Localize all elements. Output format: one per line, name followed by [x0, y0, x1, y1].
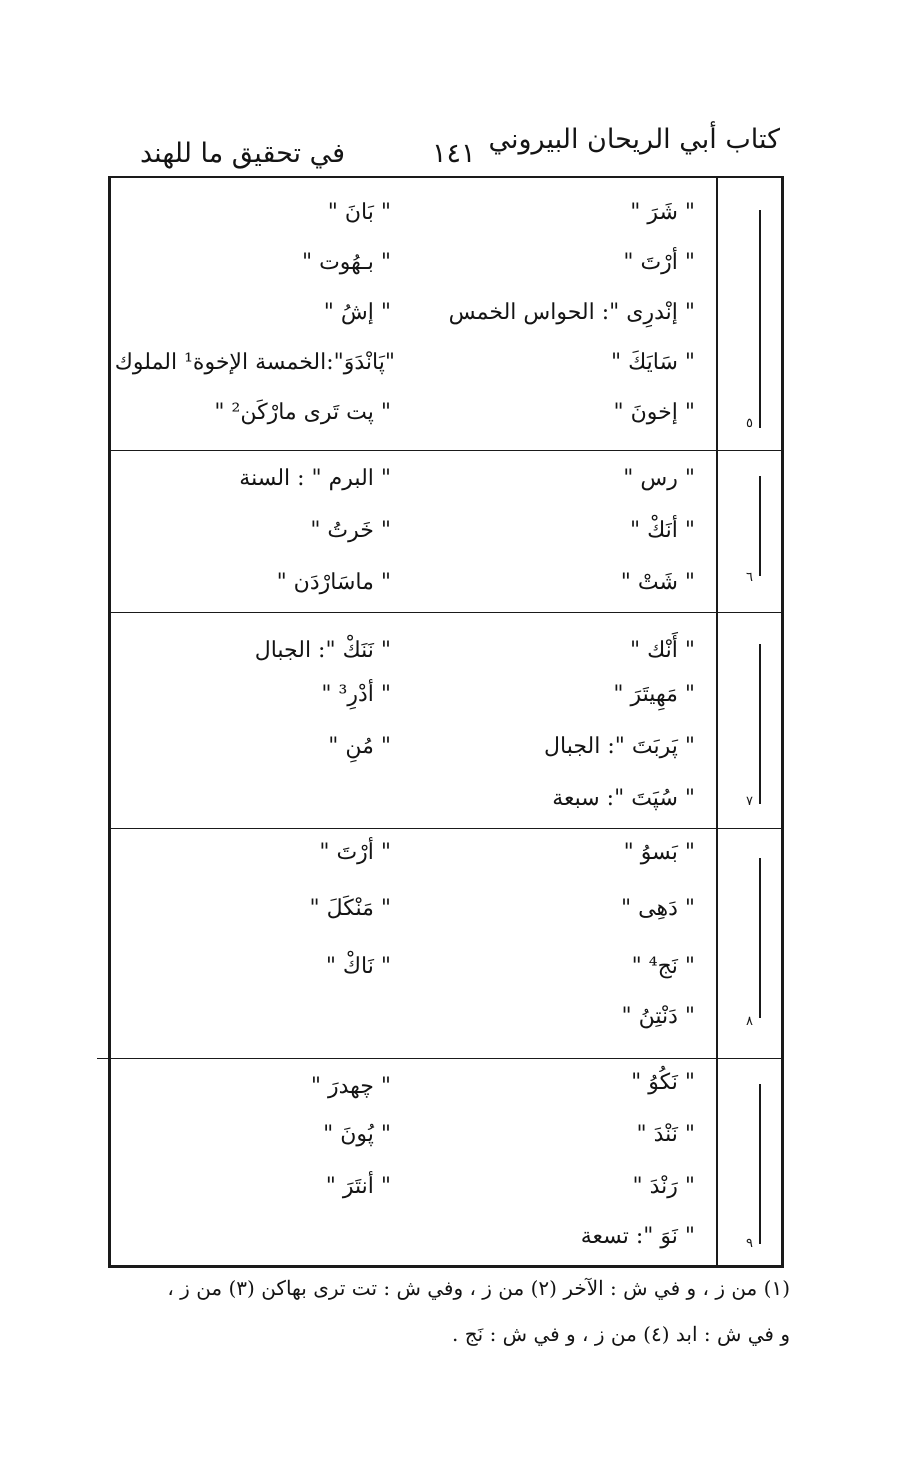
cell-left: " البرم " : السنة: [239, 466, 391, 491]
cell-right: " نَنْدَ ": [636, 1122, 695, 1147]
cell-left: " بَانَ ": [327, 200, 391, 225]
side-bracket-line: [759, 858, 761, 1018]
book-subtitle: في تحقيق ما للهند: [140, 138, 346, 169]
side-number: ٧: [746, 794, 753, 809]
side-number: ٨: [746, 1014, 753, 1029]
cell-left: " مَنْكَلَ ": [309, 896, 391, 921]
cell-left: " أدْرِ³ ": [321, 682, 391, 707]
cell-right: " أنَكْ ": [629, 518, 695, 543]
section-divider: [111, 612, 781, 613]
cell-right: " إنْدرِى ": الحواس الخمس: [448, 300, 695, 325]
cell-right: " إخونَ ": [613, 400, 695, 425]
cell-left: " خَرتُ ": [310, 518, 391, 543]
cell-left: "پَانْدَوَ":الخمسة الإخوة¹ الملوك: [114, 350, 395, 375]
cell-right: " سُپَتَ ": سبعة: [552, 786, 695, 811]
side-bracket-line: [759, 476, 761, 576]
side-bracket-line: [759, 1084, 761, 1244]
cell-left: " إشُ ": [323, 300, 391, 325]
cell-right: " مَهِيتَرَ ": [613, 682, 695, 707]
cell-right: " نَكُوُ ": [631, 1070, 695, 1095]
cell-left: " مُنِ ": [328, 734, 391, 759]
cell-right: " رَنْدَ ": [632, 1174, 695, 1199]
cell-right: " پَربَتَ ": الجبال: [544, 734, 695, 759]
cell-right: " بَسوُ ": [623, 840, 695, 865]
side-number: ٥: [746, 416, 753, 431]
cell-right: " دَهِى ": [621, 896, 695, 921]
cell-left: " ماسَارْدَن ": [276, 570, 391, 595]
side-number: ٩: [746, 1236, 753, 1251]
page-number: ١٤١: [432, 138, 476, 169]
section-divider: [97, 1058, 781, 1059]
cell-left: " نَنَكْ ": الجبال: [254, 638, 391, 663]
cell-right: " دَنْتِنُ ": [621, 1004, 695, 1029]
cell-left: " نَاكْ ": [325, 954, 391, 979]
cell-right: " أرْتَ ": [623, 250, 695, 275]
cell-left: " أرْتَ ": [319, 840, 391, 865]
footnote-line: (١) من ز ، و في ش : الآخر (٢) من ز ، وفي ش : تت ترى بهاكن (٣) من ز ،: [167, 1276, 790, 1300]
column-divider: [716, 178, 718, 1265]
cell-left: " چهدرَ ": [310, 1074, 391, 1099]
cell-right: " شَرَ ": [630, 200, 695, 225]
section-divider: [111, 828, 781, 829]
cell-left: " پت تَرى مارْكَن² ": [214, 400, 391, 425]
side-bracket-line: [759, 644, 761, 804]
side-bracket-line: [759, 210, 761, 428]
cell-right: " سَايَكَ ": [610, 350, 695, 375]
cell-left: " پُونَ ": [323, 1122, 391, 1147]
cell-right: " أَنْك ": [629, 638, 695, 663]
cell-right: " نَوَ ": تسعة: [580, 1224, 695, 1249]
book-title: كتاب أبي الريحان البيروني: [488, 124, 780, 155]
page-header: [140, 118, 780, 178]
cell-right: " رس ": [623, 466, 695, 491]
footnote-line: و في ش : ابد (٤) من ز ، و في ش : نَج .: [452, 1322, 790, 1346]
side-number: ٦: [746, 570, 753, 585]
table-frame: [108, 176, 784, 1268]
cell-left: " بـهُوت ": [301, 250, 391, 275]
cell-right: " نَج⁴ ": [631, 954, 695, 979]
cell-right: " شَتْ ": [620, 570, 695, 595]
section-divider: [111, 450, 781, 451]
cell-left: " أنتَرَ ": [325, 1174, 391, 1199]
